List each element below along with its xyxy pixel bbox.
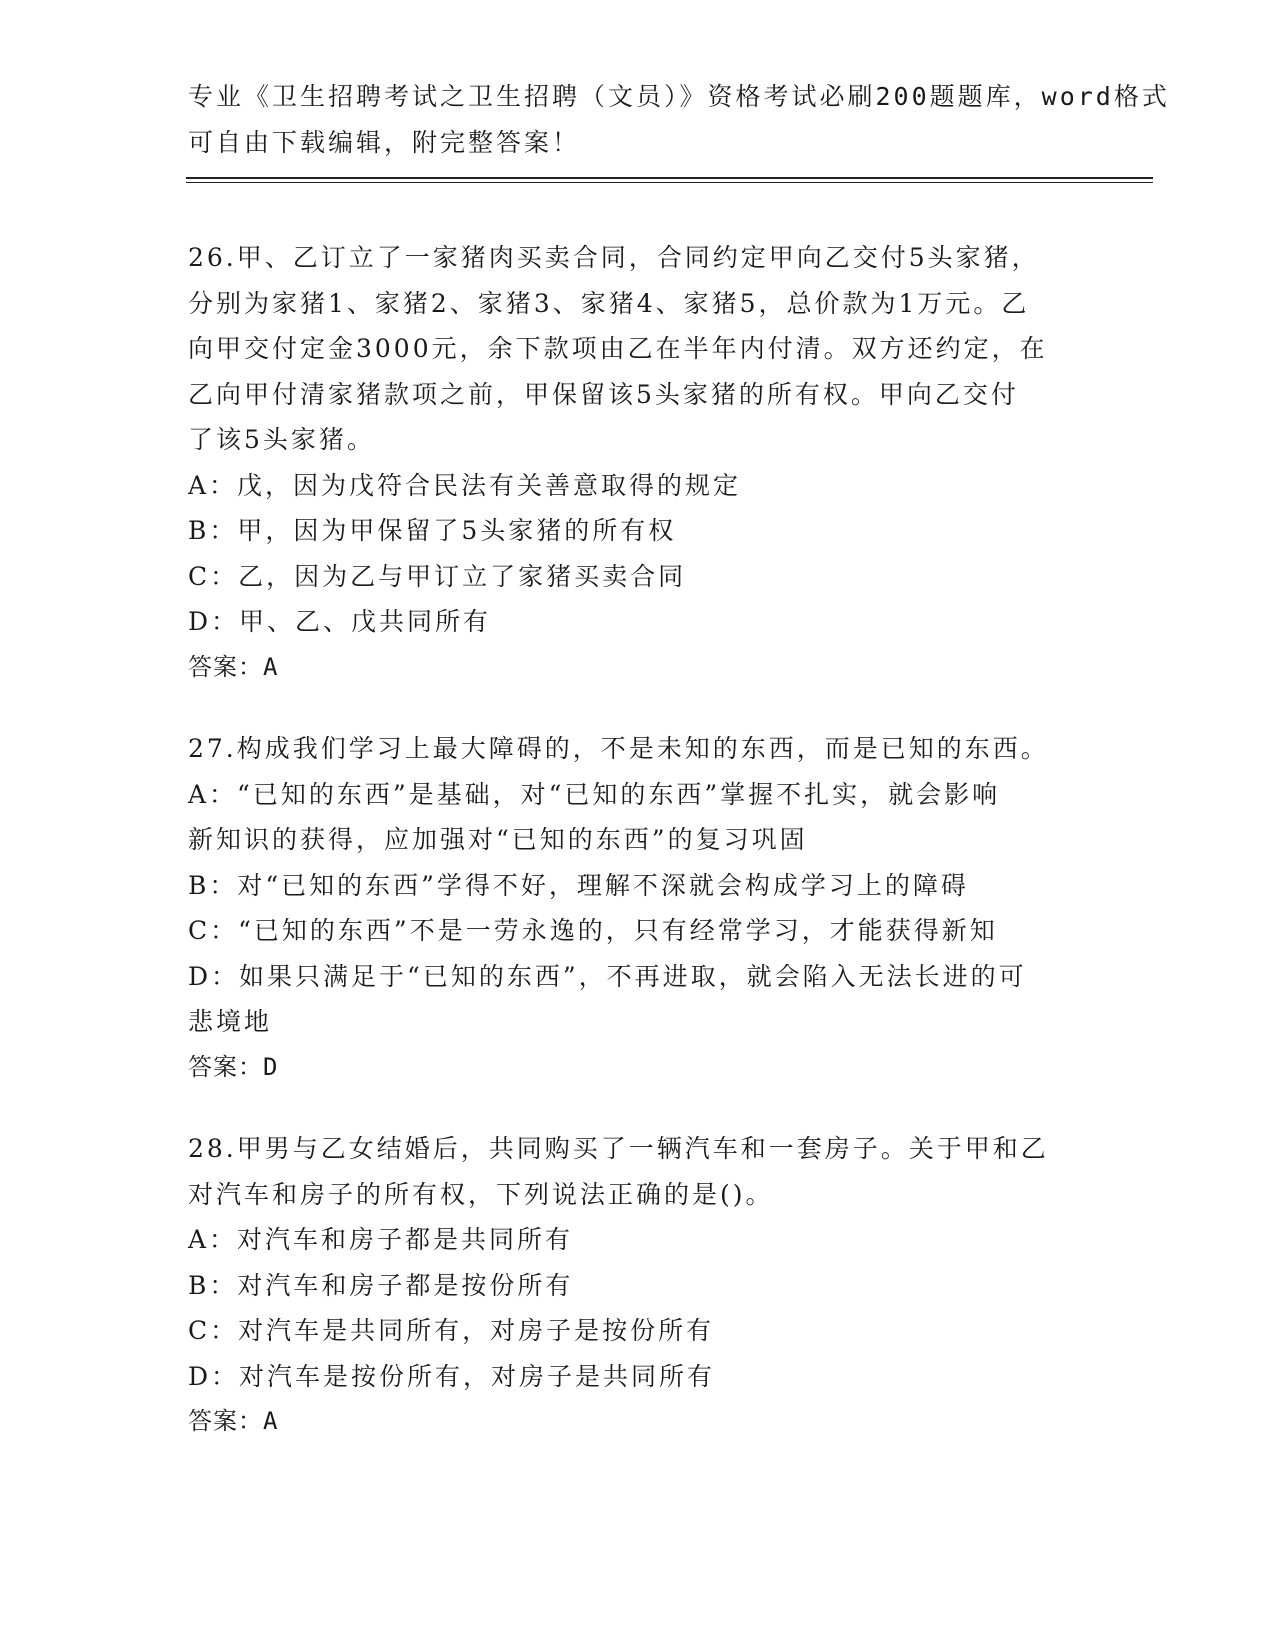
- header-divider-thin: [186, 182, 1153, 183]
- question-text: 分别为家猪1、家猪2、家猪3、家猪4、家猪5，总价款为1万元。乙: [188, 288, 1030, 318]
- option-a: A：对汽车和房子都是共同所有: [188, 1225, 574, 1254]
- answer-value: A: [263, 1407, 279, 1435]
- option-d-continued: 悲境地: [188, 1007, 273, 1036]
- option-d: D：对汽车是按份所有，对房子是共同所有: [188, 1361, 716, 1391]
- option-d: D：如果只满足于“已知的东西”，不再进取，就会陷入无法长进的可: [188, 961, 1027, 991]
- question-text: 28.甲男与乙女结婚后，共同购买了一辆汽车和一套房子。关于甲和乙: [188, 1134, 1049, 1163]
- question-text: 乙向甲付清家猪款项之前，甲保留该5头家猪的所有权。甲向乙交付: [188, 379, 1019, 409]
- option-c: C：乙，因为乙与甲订立了家猪买卖合同: [188, 561, 687, 591]
- question-text: 向甲交付定金3000元，余下款项由乙在半年内付清。双方还约定，在: [188, 334, 1048, 363]
- question-list: [188, 235, 1088, 1481]
- answer-value: D: [263, 1052, 279, 1081]
- option-b: B：对“已知的东西”学得不好，理解不深就会构成学习上的障碍: [188, 870, 969, 900]
- header-line: 专业《卫生招聘考试之卫生招聘（文员）》资格考试必刷200题题库，word格式: [188, 82, 1170, 111]
- answer-value: A: [263, 652, 279, 681]
- option-b: B：甲，因为甲保留了5头家猪的所有权: [188, 516, 677, 545]
- question-text: 对汽车和房子的所有权，下列说法正确的是()。: [188, 1179, 774, 1209]
- option-d: D：甲、乙、戊共同所有: [188, 607, 492, 636]
- header-line: 可自由下载编辑，附完整答案！: [188, 127, 581, 157]
- option-b: B：对汽车和房子都是按份所有: [188, 1270, 574, 1300]
- option-a-continued: 新知识的获得，应加强对“已知的东西”的复习巩固: [188, 825, 808, 854]
- question-26: [188, 235, 1088, 690]
- question-text: 了该5头家猪。: [188, 425, 375, 454]
- answer-label: 答案：: [188, 1052, 263, 1081]
- answer-label: 答案：: [188, 1407, 263, 1435]
- header-divider: [186, 177, 1153, 179]
- option-a: A：“已知的东西”是基础，对“已知的东西”掌握不扎实，就会影响: [188, 779, 1001, 809]
- option-c: C：对汽车是共同所有，对房子是按份所有: [188, 1316, 715, 1345]
- question-text: 26.甲、乙订立了一家猪肉买卖合同，合同约定甲向乙交付5头家猪，: [188, 243, 1040, 272]
- answer-line: [188, 1045, 1088, 1091]
- question-text: 27.构成我们学习上最大障碍的，不是未知的东西，而是已知的东西。: [188, 734, 1049, 763]
- question-28: [188, 1126, 1088, 1445]
- document-header: [188, 74, 1170, 165]
- option-a: A：戊，因为戊符合民法有关善意取得的规定: [188, 470, 742, 500]
- question-27: [188, 726, 1088, 1090]
- answer-line: [188, 645, 1088, 691]
- answer-label: 答案：: [188, 652, 263, 681]
- answer-line: [188, 1399, 1088, 1445]
- option-c: C：“已知的东西”不是一劳永逸的，只有经常学习，才能获得新知: [188, 916, 998, 945]
